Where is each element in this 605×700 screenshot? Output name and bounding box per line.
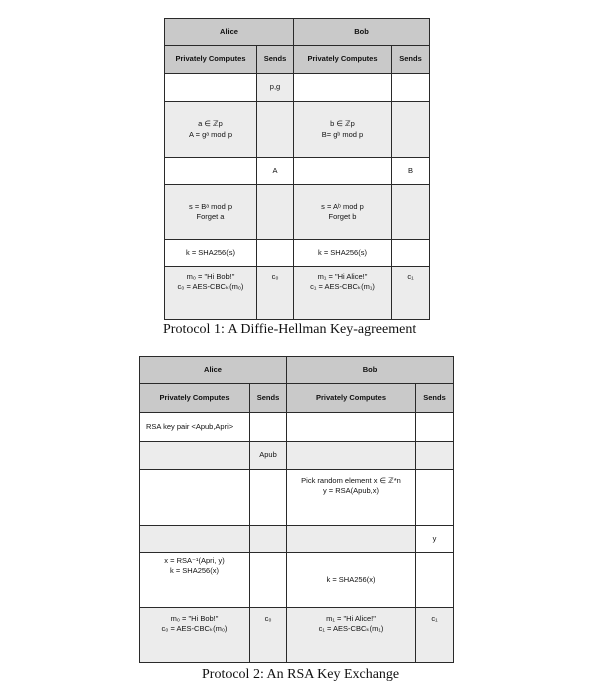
alice-sends-header: Sends	[250, 384, 287, 413]
table-row	[140, 553, 454, 608]
table-row	[165, 185, 430, 240]
bob-compute-cell	[287, 526, 416, 553]
bob-sends-cell	[392, 74, 430, 102]
bob-compute-header: Privately Computes	[287, 384, 416, 413]
protocol1-caption: Protocol 1: A Diffie-Hellman Key-agreement	[163, 322, 417, 337]
bob-header: Bob	[294, 19, 430, 46]
alice-compute-cell: k = SHA256(s)	[165, 240, 257, 267]
alice-sends-cell: c₀	[257, 267, 294, 320]
table-row	[165, 74, 430, 102]
table-row	[165, 102, 430, 158]
alice-sends-cell	[257, 240, 294, 267]
bob-compute-cell: m₁ = "Hi Alice!" c₁ = AES-CBCₖ(m₁)	[287, 608, 416, 663]
bob-sends-cell: c₁	[416, 608, 454, 663]
bob-sends-cell: c₁	[392, 267, 430, 320]
alice-header: Alice	[140, 357, 287, 384]
alice-sends-cell: A	[257, 158, 294, 185]
alice-compute-cell	[140, 470, 250, 526]
alice-sends-cell: c₀	[250, 608, 287, 663]
bob-sends-cell	[416, 553, 454, 608]
alice-compute-cell	[140, 442, 250, 470]
bob-compute-cell: s = Aᵇ mod p Forget b	[294, 185, 392, 240]
alice-sends-cell	[257, 185, 294, 240]
bob-sends-cell	[392, 102, 430, 158]
alice-compute-cell: m₀ = "Hi Bob!" c₀ = AES-CBCₖ(m₀)	[165, 267, 257, 320]
bob-sends-header: Sends	[392, 46, 430, 74]
alice-compute-cell: RSA key pair <Apub,Apri>	[140, 413, 250, 442]
alice-sends-cell: Apub	[250, 442, 287, 470]
alice-sends-cell	[250, 526, 287, 553]
alice-sends-cell: p,g	[257, 74, 294, 102]
alice-header: Alice	[165, 19, 294, 46]
table-row	[140, 442, 454, 470]
alice-sends-cell	[250, 413, 287, 442]
protocol2-caption: Protocol 2: An RSA Key Exchange	[202, 667, 400, 682]
alice-sends-header: Sends	[257, 46, 294, 74]
alice-sends-cell	[250, 470, 287, 526]
bob-compute-cell: m₁ = "Hi Alice!" c₁ = AES-CBCₖ(m₁)	[294, 267, 392, 320]
bob-compute-cell: k = SHA256(s)	[294, 240, 392, 267]
bob-sends-cell	[392, 185, 430, 240]
alice-sends-cell	[257, 102, 294, 158]
table-row	[140, 526, 454, 553]
bob-sends-cell	[416, 413, 454, 442]
bob-compute-cell	[287, 413, 416, 442]
table-row	[140, 608, 454, 663]
bob-compute-cell	[294, 74, 392, 102]
bob-header: Bob	[287, 357, 454, 384]
alice-compute-header: Privately Computes	[140, 384, 250, 413]
bob-sends-cell: B	[392, 158, 430, 185]
bob-sends-cell	[416, 470, 454, 526]
alice-compute-cell	[140, 526, 250, 553]
bob-compute-cell	[294, 158, 392, 185]
bob-sends-cell: y	[416, 526, 454, 553]
table-row	[165, 240, 430, 267]
alice-compute-header: Privately Computes	[165, 46, 257, 74]
table-row	[165, 158, 430, 185]
table-row	[165, 267, 430, 320]
bob-sends-header: Sends	[416, 384, 454, 413]
bob-compute-cell: b ∈ ℤp B= gᵇ mod p	[294, 102, 392, 158]
table-row	[140, 413, 454, 442]
bob-compute-cell	[287, 442, 416, 470]
alice-sends-cell	[250, 553, 287, 608]
bob-compute-cell: Pick random element x ∈ ℤ*n y = RSA(Apub,x)	[287, 470, 416, 526]
alice-compute-cell: m₀ = "Hi Bob!" c₀ = AES-CBCₖ(m₀)	[140, 608, 250, 663]
bob-compute-header: Privately Computes	[294, 46, 392, 74]
alice-compute-cell: s = Bᵃ mod p Forget a	[165, 185, 257, 240]
bob-sends-cell	[416, 442, 454, 470]
alice-compute-cell: x = RSA⁻¹(Apri, y) k = SHA256(x)	[140, 553, 250, 608]
alice-compute-cell	[165, 158, 257, 185]
protocol1-table	[164, 18, 430, 320]
bob-compute-cell: k = SHA256(x)	[287, 553, 416, 608]
protocol2-table	[139, 356, 454, 663]
bob-sends-cell	[392, 240, 430, 267]
alice-compute-cell	[165, 74, 257, 102]
alice-compute-cell: a ∈ ℤp A = gᵃ mod p	[165, 102, 257, 158]
table-row	[140, 470, 454, 526]
